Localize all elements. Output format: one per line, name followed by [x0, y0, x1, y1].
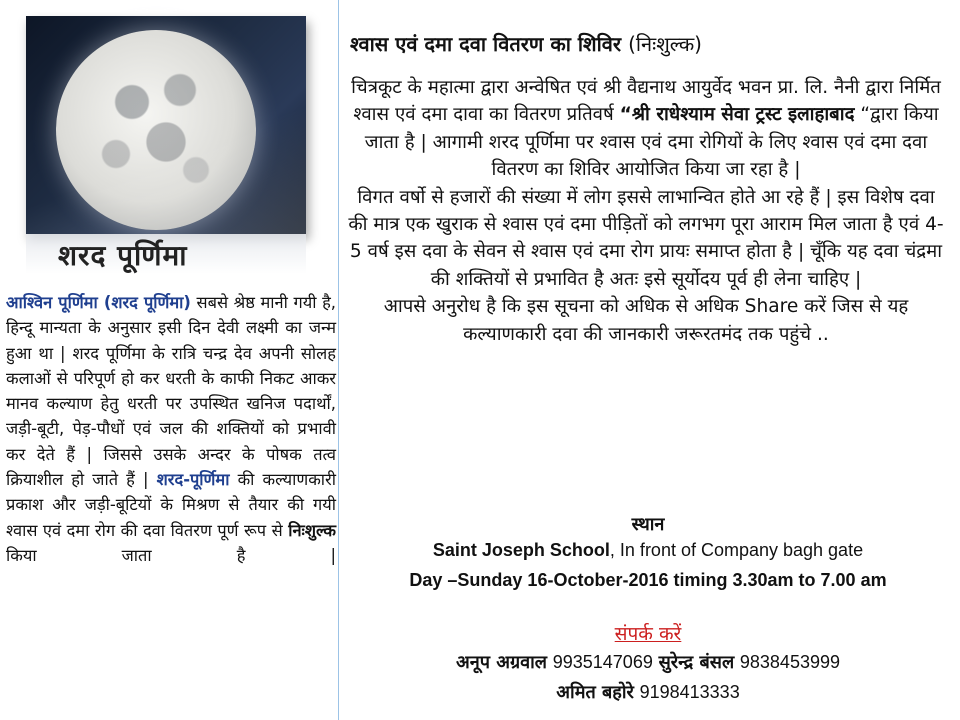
contact-phone-3: 9198413333	[639, 682, 740, 702]
venue-address	[342, 540, 954, 561]
full-moon-image	[56, 30, 256, 230]
p1-text-b: “द्वारा किया जाता है | आगामी शरद पूर्णिमा पर श्वास एवं दमा रोगियों के लिए श्वास एवं दमा दवा वितरण का शिविर आयोजित किया जा रहा है |	[364, 104, 939, 181]
p1-text-a: चित्रकूट के महात्मा द्वारा अन्वेषित एवं श्री वैद्यनाथ आयुर्वेद भवन प्रा. लि. नैनी द्वारा निर्मित श्वास एवं दमा दावा का वितरण प्रतिवर्ष	[351, 77, 941, 126]
left-heading: शरद पूर्णिमा	[58, 239, 188, 272]
moon-photo	[26, 16, 306, 234]
column-divider	[338, 0, 339, 720]
para-bold-1: शरद-पूर्णिमा	[156, 470, 230, 490]
title-suffix: (निःशुल्क)	[628, 32, 702, 56]
paragraph-1	[346, 74, 946, 184]
contact-name-3: अमित बहोरे	[556, 682, 634, 703]
sharad-purnima-description	[6, 290, 336, 568]
contact-row-2	[342, 680, 954, 704]
page-title	[350, 30, 702, 57]
paragraph-2: विगत वर्षो से हजारों की संख्या में लोग इससे लाभान्वित होते आ रहे हैं | इस विशेष दवा की मात्र एक खुराक से श्वास एवं दमा पीड़ितों को लगभग पूरा आराम मिल जाता है एवं 4-5 वर्ष इस दवा के सेवन से श्वास एवं दमा रोग प्रायः समाप्त होता है | चूँकि यह दवा चंद्रमा की शक्तियों से प्रभावित है अतः इसे सूर्योदय पूर्व ही लेना चाहिए |	[348, 186, 944, 290]
venue-location: , In front of Company bagh gate	[609, 540, 864, 560]
main-body	[346, 74, 946, 348]
left-column	[0, 0, 340, 720]
event-date-time: Day –Sunday 16-October-2016 timing 3.30am to 7.00 am	[409, 570, 887, 590]
para-lead: आश्विन पूर्णिमा (शरद पूर्णिमा)	[6, 293, 191, 312]
venue-heading: स्थान	[631, 514, 665, 535]
title-text: श्वास एवं दमा दवा वितरण का शिविर	[350, 32, 622, 56]
contact-name-1: अनूप अग्रवाल	[455, 652, 547, 673]
para-bold-2: निःशुल्क	[288, 520, 336, 540]
contact-name-2: सुरेन्द्र बंसल	[658, 652, 735, 673]
contact-heading: संपर्क करें	[614, 623, 682, 645]
right-column	[342, 0, 954, 720]
para-text-2: की कल्याणकारी प्रकाश और जड़ी-बूटियों के मिश्रण से तैयार की गयी श्वास एवं दमा रोग की दवा वितरण पूर्ण रूप से	[6, 470, 336, 540]
venue-name: Saint Joseph School	[432, 540, 610, 560]
paragraph-3: आपसे अनुरोध है कि इस सूचना को अधिक से अधिक Share करें जिस से यह कल्याणकारी दवा की जानकारी जरूरतमंद तक पहुंचे ..	[383, 296, 909, 345]
contact-row-1	[342, 650, 954, 674]
para-text-1: सबसे श्रेष्ठ मानी गयी है, हिन्दू मान्यता के अनुसार इसी दिन देवी लक्ष्मी का जन्म हुआ था | शरद पूर्णिमा के रात्रि चन्द्र देव अपनी सोलह कलाओं से परिपूर्ण हो कर धरती के काफी निकट आकर मानव कल्याण हेतु धरती पर उपस्थित खनिज पदार्थों, जड़ी-बूटी, पेड़-पौधों एवं जल की शक्तियों को प्रभावी कर देते हैं | जिससे उसके अन्दर के पोषक तत्व क्रियाशील हो जाते हैं |	[6, 293, 336, 490]
para-text-3: किया जाता है |	[6, 545, 336, 565]
contact-phone-1: 9935147069	[552, 652, 653, 672]
contact-phone-2: 9838453999	[739, 652, 840, 672]
trust-name: “श्री राधेश्याम सेवा ट्रस्ट इलाहाबाद	[619, 104, 855, 126]
